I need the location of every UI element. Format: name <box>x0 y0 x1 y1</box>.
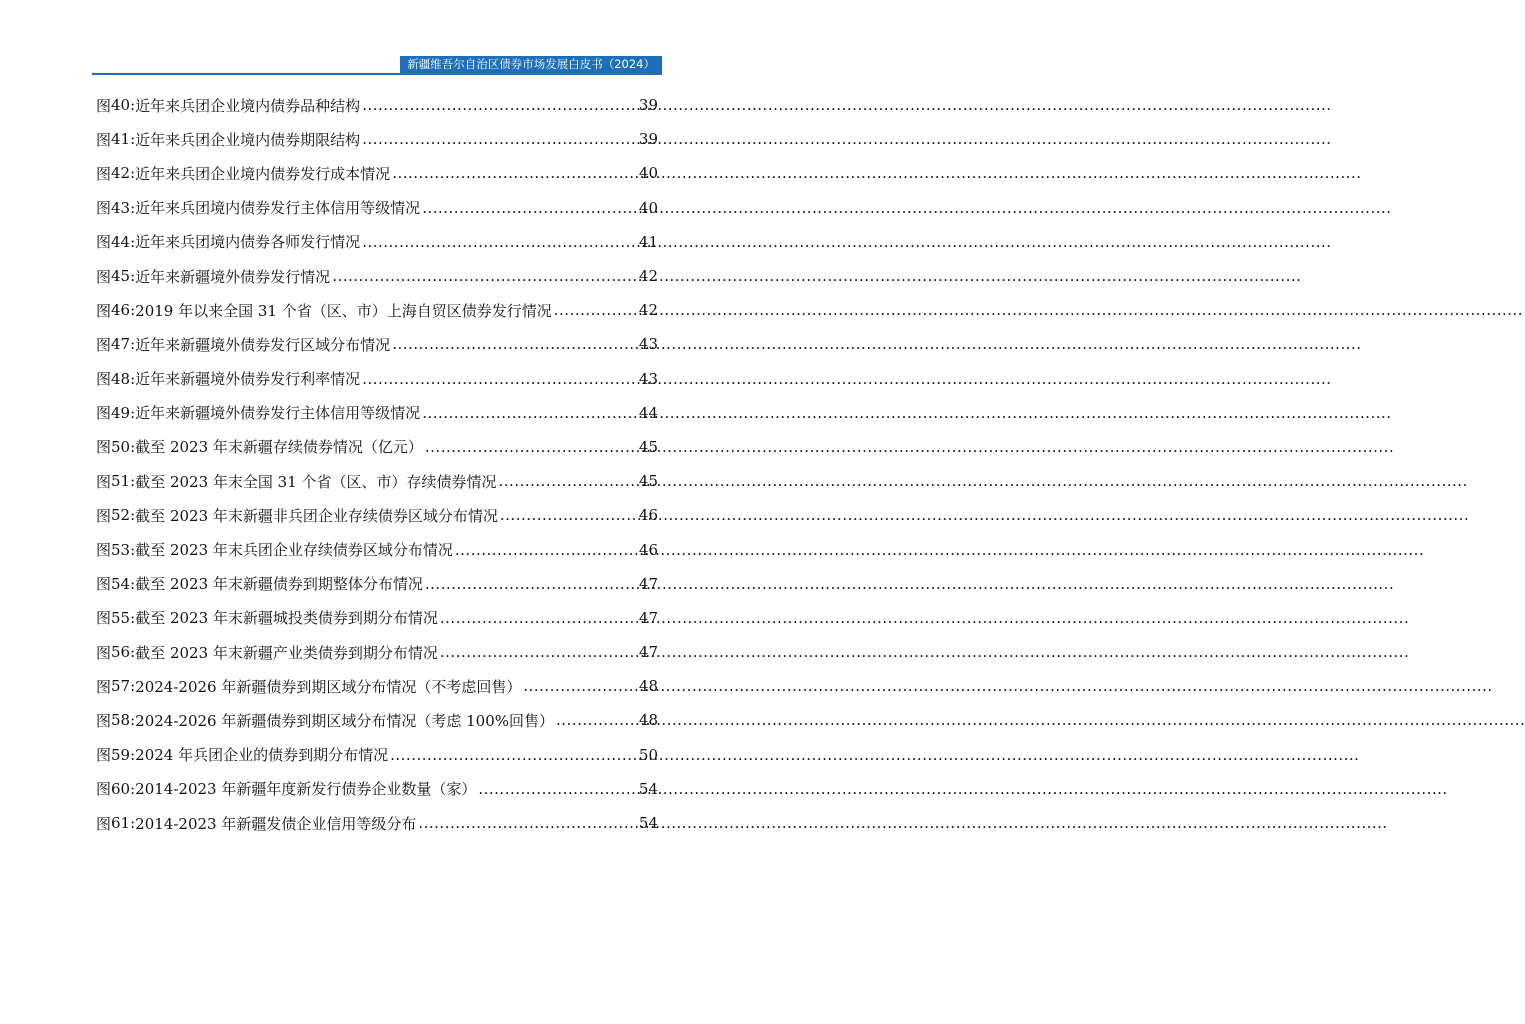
separator: : <box>130 608 136 627</box>
separator: : <box>130 472 136 491</box>
figure-label: 图 <box>96 609 112 628</box>
separator: : <box>130 267 136 286</box>
figure-number: 54 <box>111 574 131 593</box>
separator: : <box>130 335 136 354</box>
separator: : <box>130 574 136 593</box>
separator: : <box>130 540 136 559</box>
dot-leader <box>425 575 637 593</box>
figure-label: 图 <box>96 301 112 320</box>
figure-title: 截至 2023 年末新疆城投类债券到期分布情况 <box>135 609 438 628</box>
figure-label: 图 <box>96 677 112 696</box>
dot-leader <box>332 267 637 285</box>
figure-number: 49 <box>111 403 131 422</box>
separator: : <box>130 198 136 217</box>
page-number: 45 <box>638 437 658 456</box>
figure-label: 图 <box>96 506 112 525</box>
separator: : <box>130 814 136 833</box>
figure-title: 截至 2023 年末新疆非兵团企业存续债券区域分布情况 <box>135 506 498 525</box>
dot-leader <box>418 814 637 832</box>
page-number: 54 <box>638 779 658 798</box>
separator: : <box>130 96 136 115</box>
figure-label: 图 <box>96 780 112 799</box>
separator: : <box>130 403 136 422</box>
toc-entry[interactable] <box>96 772 658 806</box>
page-number: 48 <box>638 677 658 696</box>
dot-leader <box>362 96 637 114</box>
page-number: 42 <box>638 301 658 320</box>
dot-leader <box>362 233 637 251</box>
page-number: 54 <box>638 814 658 833</box>
dot-leader <box>425 438 637 456</box>
page-number: 45 <box>638 472 658 491</box>
figure-title: 截至 2023 年末新疆债券到期整体分布情况 <box>135 575 423 594</box>
separator: : <box>130 301 136 320</box>
figure-label: 图 <box>96 233 112 252</box>
figure-label: 图 <box>96 96 112 115</box>
figure-number: 57 <box>111 677 131 696</box>
figure-number: 59 <box>111 745 131 764</box>
separator: : <box>130 745 136 764</box>
dot-leader <box>455 541 637 559</box>
dot-leader <box>422 199 637 217</box>
separator: : <box>130 711 136 730</box>
toc-entry[interactable] <box>96 293 658 327</box>
separator: : <box>130 369 136 388</box>
dot-leader <box>362 370 637 388</box>
dot-leader <box>392 164 637 182</box>
toc-entry[interactable] <box>96 567 658 601</box>
figure-label: 图 <box>96 711 112 730</box>
toc-entry[interactable] <box>96 635 658 669</box>
figure-title: 近年来新疆境外债券发行区域分布情况 <box>135 335 391 354</box>
dot-leader <box>556 711 637 729</box>
page-number: 41 <box>638 232 658 251</box>
toc-entry[interactable] <box>96 498 658 532</box>
page-number: 47 <box>638 643 658 662</box>
toc-entry[interactable] <box>96 669 658 703</box>
figure-number: 58 <box>111 711 131 730</box>
figure-title: 近年来新疆境外债券发行主体信用等级情况 <box>135 404 421 423</box>
separator: : <box>130 437 136 456</box>
separator: : <box>130 232 136 251</box>
figure-number: 52 <box>111 506 131 525</box>
toc-entry[interactable] <box>96 464 658 498</box>
dot-leader <box>390 746 637 764</box>
page-number: 47 <box>638 608 658 627</box>
figure-title: 2024 年兵团企业的债券到期分布情况 <box>135 746 389 765</box>
toc-entry[interactable] <box>96 396 658 430</box>
toc-entry[interactable] <box>96 156 658 190</box>
toc-entry[interactable] <box>96 225 658 259</box>
figure-label: 图 <box>96 575 112 594</box>
page-number: 44 <box>638 403 658 422</box>
figure-number: 42 <box>111 164 131 183</box>
figure-number: 40 <box>111 96 131 115</box>
figure-number: 55 <box>111 608 131 627</box>
toc-entry[interactable] <box>96 362 658 396</box>
page-number: 42 <box>638 267 658 286</box>
dot-leader <box>392 335 637 353</box>
figure-label: 图 <box>96 164 112 183</box>
figure-title: 近年来新疆境外债券发行情况 <box>135 267 331 286</box>
dot-leader <box>500 506 637 524</box>
figure-label: 图 <box>96 199 112 218</box>
figure-number: 47 <box>111 335 131 354</box>
figure-number: 50 <box>111 437 131 456</box>
figure-label: 图 <box>96 438 112 457</box>
page-number: 43 <box>638 335 658 354</box>
figure-number: 45 <box>111 267 131 286</box>
dot-leader <box>440 609 637 627</box>
page-number: 39 <box>638 96 658 115</box>
dot-leader <box>440 643 637 661</box>
toc-entry[interactable] <box>96 806 658 840</box>
figure-title: 近年来新疆境外债券发行利率情况 <box>135 370 361 389</box>
figure-title: 2014-2023 年新疆发债企业信用等级分布 <box>135 814 417 833</box>
page-number: 40 <box>638 198 658 217</box>
toc-entry[interactable] <box>96 532 658 566</box>
figure-number: 43 <box>111 198 131 217</box>
separator: : <box>130 643 136 662</box>
toc-entry[interactable] <box>96 430 658 464</box>
toc-entry[interactable] <box>96 259 658 293</box>
figure-title: 近年来兵团境内债券发行主体信用等级情况 <box>135 199 421 218</box>
figure-title: 2019 年以来全国 31 个省（区、市）上海自贸区债券发行情况 <box>135 301 552 320</box>
page-number: 39 <box>638 130 658 149</box>
figure-number: 61 <box>111 814 131 833</box>
separator: : <box>130 506 136 525</box>
figure-number: 48 <box>111 369 131 388</box>
toc-entry[interactable] <box>96 601 658 635</box>
figure-label: 图 <box>96 472 112 491</box>
page-number: 46 <box>638 540 658 559</box>
figure-label: 图 <box>96 541 112 560</box>
page-number: 50 <box>638 745 658 764</box>
dot-leader <box>499 472 637 490</box>
figure-title: 近年来兵团企业境内债券发行成本情况 <box>135 164 391 183</box>
figure-label: 图 <box>96 814 112 833</box>
figure-label: 图 <box>96 130 112 149</box>
figure-label: 图 <box>96 335 112 354</box>
figure-title: 近年来兵团企业境内债券期限结构 <box>135 130 361 149</box>
figure-number: 56 <box>111 643 131 662</box>
figure-number: 44 <box>111 232 131 251</box>
toc-entry[interactable] <box>96 122 658 156</box>
figure-title: 近年来兵团境内债券各师发行情况 <box>135 233 361 252</box>
separator: : <box>130 164 136 183</box>
separator: : <box>130 677 136 696</box>
dot-leader <box>554 301 637 319</box>
figure-title: 近年来兵团企业境内债券品种结构 <box>135 96 361 115</box>
figure-label: 图 <box>96 643 112 662</box>
separator: : <box>130 779 136 798</box>
dot-leader <box>362 130 637 148</box>
dot-leader <box>523 677 637 695</box>
page-number: 40 <box>638 164 658 183</box>
figure-number: 41 <box>111 130 131 149</box>
figure-title: 2024-2026 年新疆债券到期区域分布情况（不考虑回售） <box>135 677 522 696</box>
figure-label: 图 <box>96 267 112 286</box>
header-title: 新疆维吾尔自治区债券市场发展白皮书（2024） <box>400 56 662 73</box>
header-divider <box>92 73 662 75</box>
page-number: 47 <box>638 574 658 593</box>
figure-number: 46 <box>111 301 131 320</box>
figure-label: 图 <box>96 746 112 765</box>
figure-title: 截至 2023 年末全国 31 个省（区、市）存续债券情况 <box>135 472 497 491</box>
toc-entry[interactable] <box>96 738 658 772</box>
figure-label: 图 <box>96 370 112 389</box>
figure-title: 截至 2023 年末新疆产业类债券到期分布情况 <box>135 643 438 662</box>
figure-title: 2024-2026 年新疆债券到期区域分布情况（考虑 100%回售） <box>135 711 555 730</box>
toc-entry[interactable] <box>96 88 658 122</box>
dot-leader <box>422 404 637 422</box>
figure-number: 51 <box>111 472 131 491</box>
toc-entry[interactable] <box>96 191 658 225</box>
table-of-figures <box>96 88 658 840</box>
figure-title: 2014-2023 年新疆年度新发行债券企业数量（家） <box>135 780 477 799</box>
toc-entry[interactable] <box>96 327 658 361</box>
page-number: 43 <box>638 369 658 388</box>
figure-number: 60 <box>111 779 131 798</box>
dot-leader <box>478 780 637 798</box>
figure-title: 截至 2023 年末新疆存续债券情况（亿元） <box>135 438 423 457</box>
separator: : <box>130 130 136 149</box>
toc-entry[interactable] <box>96 703 658 737</box>
figure-label: 图 <box>96 404 112 423</box>
page-number: 48 <box>638 711 658 730</box>
figure-title: 截至 2023 年末兵团企业存续债券区域分布情况 <box>135 541 453 560</box>
figure-number: 53 <box>111 540 131 559</box>
page-number: 46 <box>638 506 658 525</box>
